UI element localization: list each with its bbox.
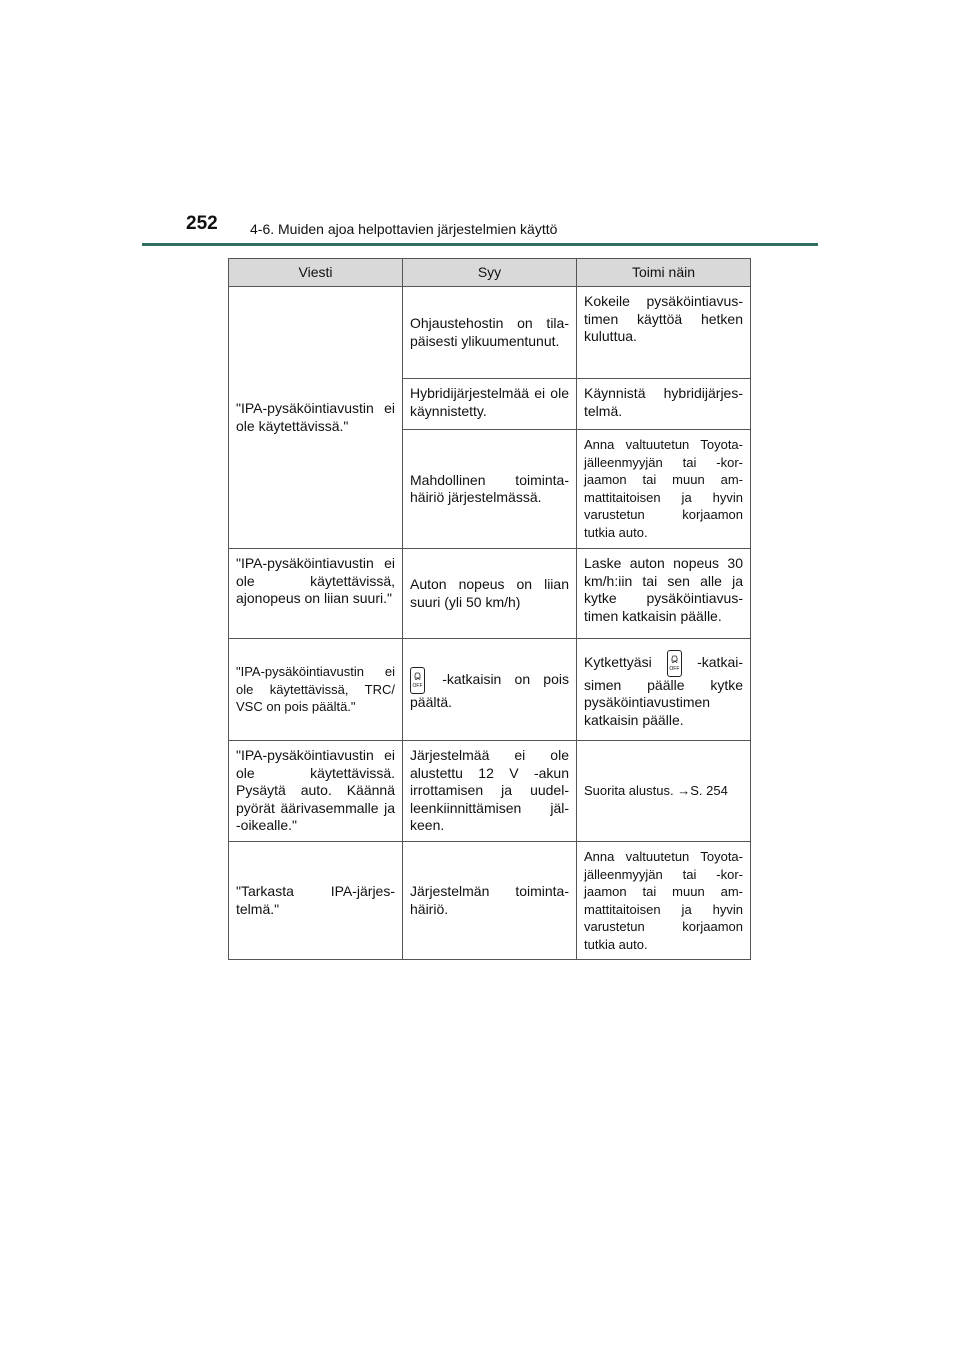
column-header-toimi: Toimi näin (577, 259, 751, 287)
column-header-viesti: Viesti (229, 259, 403, 287)
vsc-off-switch-icon (667, 650, 682, 677)
table-row (229, 741, 751, 842)
action-cell: Käynnistä hybridijärjes-telmä. (577, 379, 751, 430)
header-divider (142, 243, 818, 246)
cause-cell: Hybridijärjestelmää ei ole käynnistetty. (403, 379, 577, 430)
switch-off-label: OFF (669, 665, 680, 672)
table-row (229, 639, 751, 741)
cause-cell: Järjestelmän toiminta-häiriö. (403, 842, 577, 960)
message-cell: "IPA-pysäköintiavustin ei ole käytettävissä." (229, 287, 403, 549)
column-header-syy: Syy (403, 259, 577, 287)
action-prefix: Kytkettyäsi (584, 653, 652, 670)
cause-cell: Mahdollinen toiminta-häiriö järjestelmässä. (403, 430, 577, 549)
message-cell: "IPA-pysäköintiavustin ei ole käytettävissä, TRC/ VSC on pois päältä." (229, 639, 403, 741)
action-cell: Anna valtuutetun Toyota-jälleenmyyjän tai -kor-jaamon tai muun am-mattitaitoisen ja hyvin varustetun korjaamon tutkia auto. (577, 430, 751, 549)
cause-cell: Järjestelmää ei ole alustettu 12 V -akun irrottamisen ja uudel-leenkiinnittämisen jäl-keen. (403, 741, 577, 842)
message-cell: "IPA-pysäköintiavustin ei ole käytettävissä, ajonopeus on liian suuri." (229, 549, 403, 639)
message-table (228, 258, 751, 960)
message-cell: "IPA-pysäköintiavustin ei ole käytettävissä. Pysäytä auto. Käännä pyörät äärivasemmalle ja -oikealle." (229, 741, 403, 842)
chapter-title: 4-6. Muiden ajoa helpottavien järjestelmien käyttö (250, 221, 558, 237)
action-suffix: -katkai-simen päälle kytke pysäköintiavustimen katkaisin päälle. (584, 653, 744, 728)
cause-cell: Ohjaustehostin on tila-päisesti ylikuumentunut. (403, 287, 577, 379)
table-row (229, 842, 751, 960)
message-cell: "Tarkasta IPA-järjes-telmä." (229, 842, 403, 960)
action-cell (577, 639, 751, 741)
cause-cell (403, 639, 577, 741)
action-cell: Anna valtuutetun Toyota-jälleenmyyjän tai -kor-jaamon tai muun am-mattitaitoisen ja hyvin varustetun korjaamon tutkia auto. (577, 842, 751, 960)
action-cell: Kokeile pysäköintiavus-timen käyttöä hetken kuluttua. (577, 287, 751, 379)
switch-off-label: OFF (412, 683, 423, 690)
cause-cell: Auton nopeus on liian suuri (yli 50 km/h) (403, 549, 577, 639)
table-row (229, 287, 751, 379)
page-number: 252 (186, 213, 218, 234)
cause-text: -katkaisin on pois päältä. (410, 671, 569, 711)
vsc-off-switch-icon (410, 667, 425, 694)
table-header-row (229, 259, 751, 287)
table-row (229, 549, 751, 639)
action-cell: Laske auton nopeus 30 km/h:iin tai sen alle ja kytke pysäköintiavus-timen katkaisin päälle. (577, 549, 751, 639)
action-cell: Suorita alustus. →S. 254 (577, 741, 751, 842)
